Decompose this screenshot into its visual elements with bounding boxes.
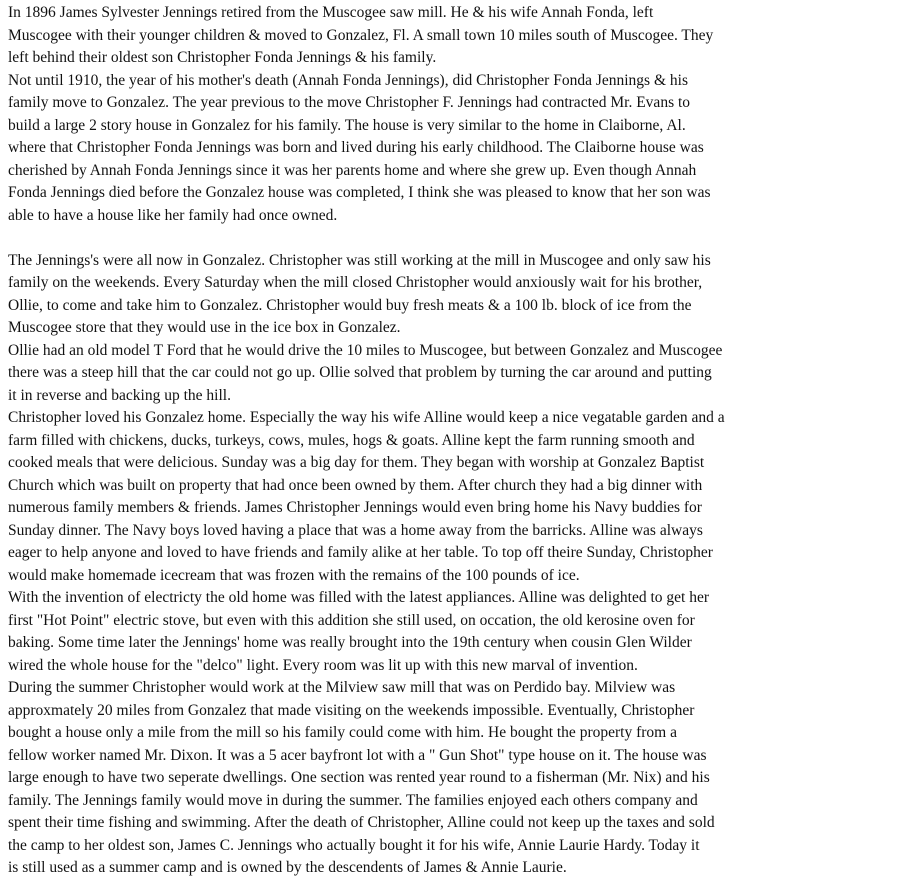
text-line: Ollie had an old model T Ford that he would drive the 10 miles to Muscogee, but between Gonzalez and Muscogee	[8, 341, 723, 359]
text-line: cherished by Annah Fonda Jennings since it was her parents home and where she grew up. Even though Annah	[8, 161, 697, 179]
text-line: bought a house only a mile from the mill so his family could come with him. He bought the property from a	[8, 724, 677, 741]
text-line: Muscogee with their younger children & moved to Gonzalez, Fl. A small town 10 miles south of Muscogee. They	[8, 26, 714, 44]
paragraph-4	[8, 340, 890, 408]
text-line: there was a steep hill that the car could not go up. Ollie solved that problem by turning the car around and putting	[8, 364, 712, 381]
text-line: fellow worker named Mr. Dixon. It was a 5 acer bayfront lot with a " Gun Shot" type house on it. The house was	[8, 746, 707, 764]
text-line: In 1896 James Sylvester Jennings retired from the Muscogee saw mill. He & his wife Annah Fonda, left	[8, 4, 654, 21]
text-line: Fonda Jennings died before the Gonzalez house was completed, I think she was pleased to know that her son was	[8, 184, 711, 201]
text-line: wired the whole house for the "delco" light. Every room was lit up with this new marval of invention.	[8, 656, 638, 674]
text-line: With the invention of electricty the old home was filled with the latest appliances. Alline was delighted to get her	[8, 589, 709, 606]
paragraph-5	[8, 407, 890, 587]
text-line: Christopher loved his Gonzalez home. Especially the way his wife Alline would keep a nice vegatable garden and a	[8, 409, 725, 426]
text-line: where that Christopher Fonda Jennings was born and lived during his early childhood. The Claiborne house was	[8, 139, 704, 156]
text-line: family. The Jennings family would move in during the summer. The families enjoyed each others company and	[8, 791, 698, 809]
text-line: the camp to her oldest son, James C. Jennings who actually bought it for his wife, Annie Laurie Hardy. Today it	[8, 836, 700, 854]
text-line: approxmately 20 miles from Gonzalez that made visiting on the weekends impossible. Eventually, Christopher	[8, 701, 695, 719]
text-line: able to have a house like her family had once owned.	[8, 206, 338, 224]
text-line: farm filled with chickens, ducks, turkeys, cows, mules, hogs & goats. Alline kept the farm running smooth and	[8, 431, 695, 449]
text-line: cooked meals that were delicious. Sunday was a big day for them. They began with worship at Gonzalez Baptist	[8, 454, 705, 471]
paragraph-3	[8, 250, 890, 340]
paragraph-2	[8, 70, 890, 228]
text-line: is still used as a summer camp and is owned by the descendents of James & Annie Laurie.	[8, 859, 567, 876]
text-line: The Jennings's were all now in Gonzalez. Christopher was still working at the mill in Muscogee and only saw his	[8, 251, 711, 269]
text-line: family on the weekends. Every Saturday when the mill closed Christopher would anxiously wait for his brother,	[8, 274, 703, 291]
text-line: Muscogee store that they would use in the ice box in Gonzalez.	[8, 319, 401, 336]
text-line: Sunday dinner. The Navy boys loved having a place that was a home away from the barricks. Alline was always	[8, 521, 703, 539]
paragraph-1	[8, 2, 890, 70]
text-line: Not until 1910, the year of his mother's death (Annah Fonda Jennings), did Christopher Fonda Jennings & his	[8, 71, 688, 89]
text-line: Ollie, to come and take him to Gonzalez. Christopher would buy fresh meats & a 100 lb. block of ice from the	[8, 296, 692, 314]
text-line: it in reverse and backing up the hill.	[8, 386, 231, 404]
text-line: During the summer Christopher would work at the Milview saw mill that was on Perdido bay. Milview was	[8, 679, 676, 696]
text-line: family move to Gonzalez. The year previous to the move Christopher F. Jennings had contracted Mr. Evans to	[8, 94, 691, 111]
text-line: left behind their oldest son Christopher Fonda Jennings & his family.	[8, 49, 437, 66]
text-line: first "Hot Point" electric stove, but even with this addition she still used, on occation, the old kerosine oven for	[8, 611, 695, 629]
text-line: numerous family members & friends. James Christopher Jennings would even bring home his Navy buddies for	[8, 499, 702, 516]
text-line: Church which was built on property that had once been owned by them. After church they had a big dinner with	[8, 476, 703, 494]
text-line: eager to help anyone and loved to have friends and family alike at her table. To top off theire Sunday, Christopher	[8, 544, 713, 561]
text-line: large enough to have two seperate dwellings. One section was rented year round to a fisherman (Mr. Nix) and his	[8, 769, 710, 786]
text-line: baking. Some time later the Jennings' home was really brought into the 19th century when cousin Glen Wilder	[8, 634, 692, 651]
text-line: spent their time fishing and swimming. After the death of Christopher, Alline could not keep up the taxes and sold	[8, 814, 715, 831]
text-line: build a large 2 story house in Gonzalez for his family. The house is very similar to the home in Claiborne, Al.	[8, 116, 686, 134]
paragraph-6	[8, 587, 890, 677]
paragraph-spacer	[8, 227, 890, 250]
text-line: would make homemade icecream that was frozen with the remains of the 100 pounds of ice.	[8, 566, 580, 584]
paragraph-7	[8, 677, 890, 880]
